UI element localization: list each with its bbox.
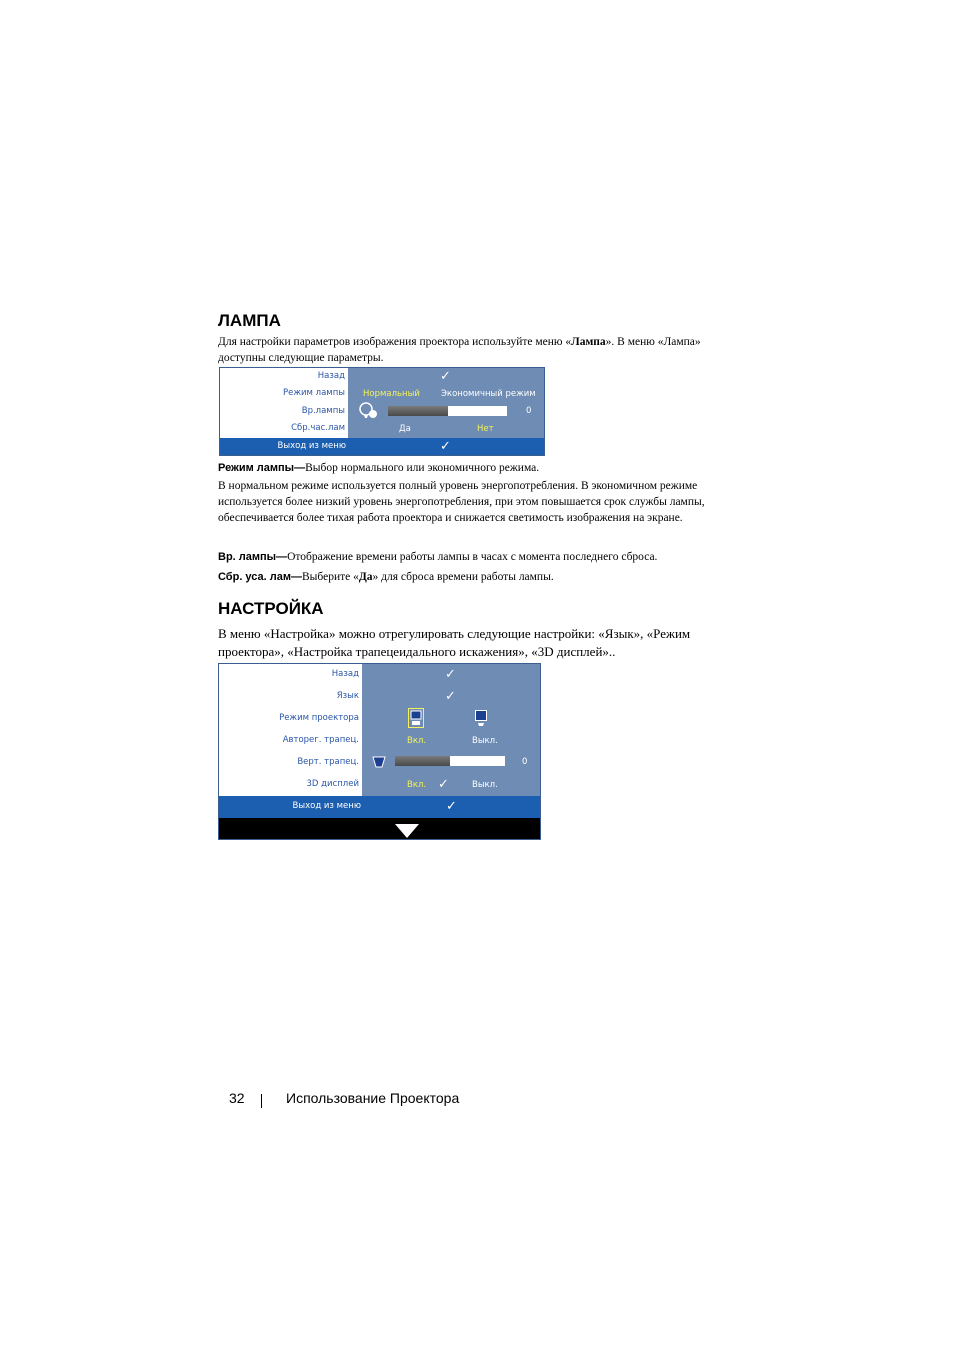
osd-label-3d-display[interactable]: 3D дисплей — [306, 779, 359, 789]
footer-section-title: Использование Проектора — [286, 1090, 460, 1106]
setup-exit-row[interactable] — [219, 796, 540, 818]
lamp-intro: Для настройки параметров изображения проектора используйте меню «Лампа». В меню «Лампа» доступны следующие параметры. — [218, 336, 701, 364]
lamp-osd-menu — [219, 367, 545, 456]
check-icon[interactable]: ✓ — [440, 369, 451, 384]
setup-osd-labels — [219, 664, 362, 796]
rear-projection-icon[interactable] — [474, 709, 488, 727]
osd-label-lamp-mode[interactable]: Режим лампы — [283, 388, 345, 398]
lamp-mode-paragraph: В нормальном режиме используется полный уровень энергопотребления. В экономичном режиме используется более низкий уровень энергопотребления, при этом повышается срок службы лампы, обеспечивается более тихая работа проектора и снижается светимость изображения на экране. — [218, 480, 705, 524]
osd-label-auto-keystone[interactable]: Авторег. трапец. — [282, 735, 359, 745]
arrow-down-icon[interactable] — [395, 824, 419, 838]
option-eco[interactable]: Экономичный режим — [441, 389, 536, 399]
lamp-exit-row[interactable] — [220, 438, 544, 455]
scroll-down-bar[interactable] — [219, 818, 540, 839]
lamp-hours-icon — [358, 402, 380, 420]
lamp-osd-values — [348, 368, 544, 438]
setup-intro: В меню «Настройка» можно отрегулировать следующие настройки: «Язык», «Режим проектора», «Настройка трапецеидального искажения», «3D дисплей».. — [218, 626, 691, 659]
osd-label-back[interactable]: Назад — [317, 371, 345, 381]
option-yes[interactable]: Да — [399, 424, 411, 434]
lamp-osd-labels — [220, 368, 348, 438]
check-icon: ✓ — [440, 439, 451, 454]
check-icon[interactable]: ✓ — [445, 689, 456, 704]
footer-divider — [261, 1094, 262, 1108]
lamp-reset-desc: Сбр. уса. лам—Выберите «Да» для сброса времени работы лампы. — [218, 571, 554, 583]
lamp-mode-desc: Режим лампы—Выбор нормального или экономичного режима. — [218, 462, 540, 474]
osd-label-lamp-hours[interactable]: Вр.лампы — [301, 406, 345, 416]
osd-label-vertical-keystone[interactable]: Верт. трапец. — [297, 757, 359, 767]
osd-label-back[interactable]: Назад — [331, 669, 359, 679]
osd-label-lamp-reset[interactable]: Сбр.час.лам — [291, 423, 345, 433]
3d-display-on[interactable]: Вкл. — [407, 780, 427, 790]
check-icon: ✓ — [438, 777, 449, 792]
osd-label-language[interactable]: Язык — [336, 691, 359, 701]
front-projection-icon[interactable] — [408, 708, 424, 728]
vertical-keystone-value: 0 — [522, 757, 528, 767]
exit-label: Выход из меню — [292, 801, 361, 811]
lamp-hours-desc: Вр. лампы—Отображение времени работы лампы в часах с момента последнего сброса. — [218, 551, 658, 563]
lamp-hours-value: 0 — [526, 406, 532, 416]
option-normal[interactable]: Нормальный — [363, 389, 420, 399]
check-icon: ✓ — [446, 799, 457, 814]
option-no[interactable]: Нет — [477, 424, 494, 434]
exit-label: Выход из меню — [277, 441, 346, 451]
lamp-heading: ЛАМПА — [218, 311, 281, 330]
check-icon[interactable]: ✓ — [445, 667, 456, 682]
setup-heading: НАСТРОЙКА — [218, 599, 324, 618]
osd-label-projector-mode[interactable]: Режим проектора — [279, 713, 359, 723]
setup-osd-menu — [218, 663, 541, 840]
lamp-hours-bar — [388, 406, 507, 416]
3d-display-off[interactable]: Выкл. — [472, 780, 498, 790]
auto-keystone-off[interactable]: Выкл. — [472, 736, 498, 746]
page-number: 32 — [229, 1090, 245, 1106]
setup-osd-values — [362, 664, 540, 796]
keystone-icon — [372, 755, 386, 769]
vertical-keystone-bar[interactable] — [395, 756, 505, 766]
auto-keystone-on[interactable]: Вкл. — [407, 736, 427, 746]
